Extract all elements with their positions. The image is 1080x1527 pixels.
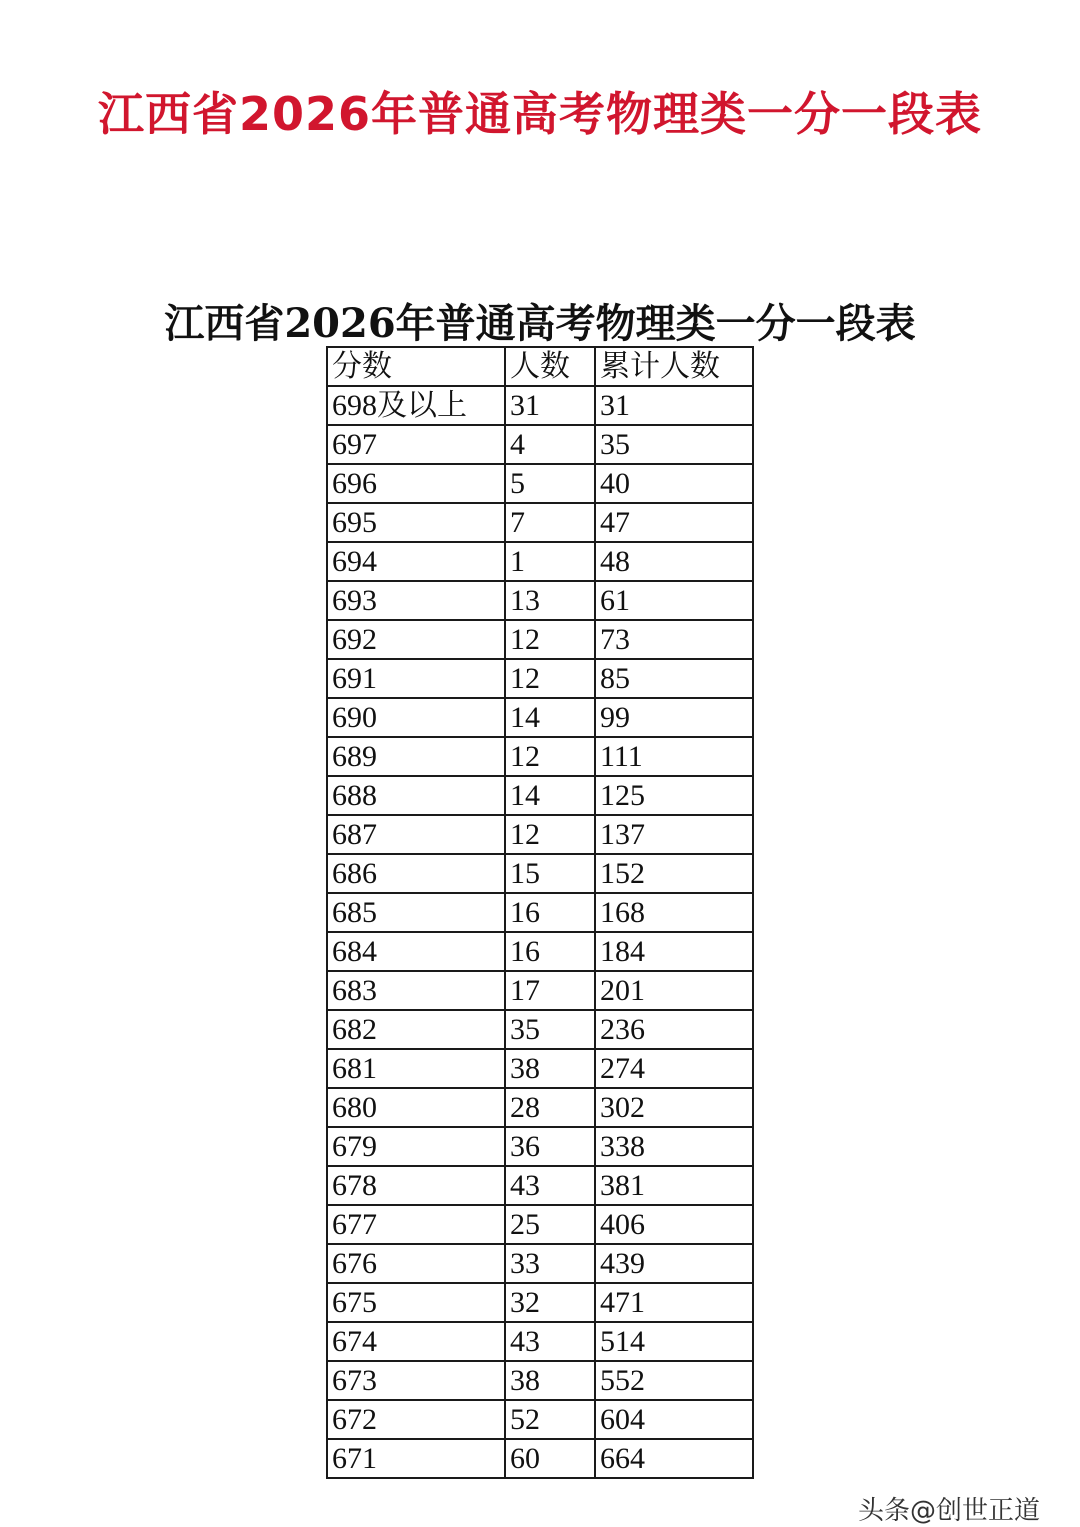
- table-row: [327, 581, 753, 620]
- table-row: [327, 464, 753, 503]
- table-row: [327, 932, 753, 971]
- cell-cumulative: 40: [595, 464, 753, 503]
- score-table-body: [327, 347, 753, 1478]
- cell-score: 674: [327, 1322, 505, 1361]
- cell-cumulative: 61: [595, 581, 753, 620]
- score-table: [326, 346, 754, 1479]
- cell-count: 32: [505, 1283, 595, 1322]
- cell-count: 16: [505, 893, 595, 932]
- cell-count: 43: [505, 1322, 595, 1361]
- table-row: [327, 659, 753, 698]
- cell-score: 672: [327, 1400, 505, 1439]
- cell-score: 680: [327, 1088, 505, 1127]
- cell-cumulative: 514: [595, 1322, 753, 1361]
- cell-score: 685: [327, 893, 505, 932]
- cell-score: 690: [327, 698, 505, 737]
- cell-cumulative: 73: [595, 620, 753, 659]
- cell-count: 5: [505, 464, 595, 503]
- cell-score: 691: [327, 659, 505, 698]
- cell-score: 671: [327, 1439, 505, 1478]
- table-row: [327, 1205, 753, 1244]
- cell-score: 693: [327, 581, 505, 620]
- table-row: [327, 503, 753, 542]
- cell-count: 60: [505, 1439, 595, 1478]
- cell-cumulative: 439: [595, 1244, 753, 1283]
- cell-cumulative: 99: [595, 698, 753, 737]
- column-header-count: 人数: [505, 347, 595, 386]
- table-row: [327, 425, 753, 464]
- cell-cumulative: 111: [595, 737, 753, 776]
- cell-score: 696: [327, 464, 505, 503]
- cell-count: 52: [505, 1400, 595, 1439]
- cell-score: 684: [327, 932, 505, 971]
- cell-score: 683: [327, 971, 505, 1010]
- table-row: [327, 1244, 753, 1283]
- table-row: [327, 620, 753, 659]
- watermark: 头条@创世正道: [858, 1496, 1041, 1526]
- table-row: [327, 386, 753, 425]
- table-row: [327, 893, 753, 932]
- cell-cumulative: 125: [595, 776, 753, 815]
- cell-score: 676: [327, 1244, 505, 1283]
- table-row: [327, 1166, 753, 1205]
- cell-count: 33: [505, 1244, 595, 1283]
- cell-score: 687: [327, 815, 505, 854]
- cell-count: 28: [505, 1088, 595, 1127]
- score-table-wrapper: [326, 346, 754, 1479]
- cell-count: 12: [505, 737, 595, 776]
- table-row: [327, 854, 753, 893]
- table-row: [327, 1361, 753, 1400]
- cell-cumulative: 168: [595, 893, 753, 932]
- cell-cumulative: 381: [595, 1166, 753, 1205]
- cell-cumulative: 274: [595, 1049, 753, 1088]
- cell-cumulative: 471: [595, 1283, 753, 1322]
- cell-count: 15: [505, 854, 595, 893]
- cell-score: 695: [327, 503, 505, 542]
- cell-score: 682: [327, 1010, 505, 1049]
- cell-cumulative: 201: [595, 971, 753, 1010]
- table-row: [327, 1127, 753, 1166]
- cell-cumulative: 152: [595, 854, 753, 893]
- table-row: [327, 815, 753, 854]
- cell-cumulative: 236: [595, 1010, 753, 1049]
- table-row: [327, 1322, 753, 1361]
- cell-score: 694: [327, 542, 505, 581]
- cell-cumulative: 604: [595, 1400, 753, 1439]
- cell-score: 698及以上: [327, 386, 505, 425]
- cell-score: 686: [327, 854, 505, 893]
- table-row: [327, 1400, 753, 1439]
- document-title: 江西省2026年普通高考物理类一分一段表: [164, 300, 916, 347]
- column-header-score: 分数: [327, 347, 505, 386]
- cell-cumulative: 184: [595, 932, 753, 971]
- cell-cumulative: 664: [595, 1439, 753, 1478]
- table-row: [327, 1439, 753, 1478]
- cell-count: 38: [505, 1049, 595, 1088]
- table-row: [327, 1010, 753, 1049]
- cell-count: 14: [505, 776, 595, 815]
- cell-count: 12: [505, 659, 595, 698]
- cell-score: 679: [327, 1127, 505, 1166]
- cell-score: 678: [327, 1166, 505, 1205]
- table-row: [327, 737, 753, 776]
- table-row: [327, 971, 753, 1010]
- cell-score: 677: [327, 1205, 505, 1244]
- table-header-row: [327, 347, 753, 386]
- cell-cumulative: 35: [595, 425, 753, 464]
- cell-count: 25: [505, 1205, 595, 1244]
- cell-cumulative: 552: [595, 1361, 753, 1400]
- table-row: [327, 698, 753, 737]
- table-row: [327, 776, 753, 815]
- cell-cumulative: 406: [595, 1205, 753, 1244]
- cell-count: 7: [505, 503, 595, 542]
- headline: 江西省2026年普通高考物理类一分一段表: [97, 87, 983, 141]
- cell-count: 12: [505, 815, 595, 854]
- cell-count: 17: [505, 971, 595, 1010]
- cell-count: 13: [505, 581, 595, 620]
- cell-count: 36: [505, 1127, 595, 1166]
- cell-score: 689: [327, 737, 505, 776]
- cell-cumulative: 48: [595, 542, 753, 581]
- cell-count: 1: [505, 542, 595, 581]
- table-row: [327, 1283, 753, 1322]
- cell-cumulative: 85: [595, 659, 753, 698]
- cell-count: 35: [505, 1010, 595, 1049]
- table-row: [327, 542, 753, 581]
- cell-cumulative: 338: [595, 1127, 753, 1166]
- cell-cumulative: 31: [595, 386, 753, 425]
- cell-score: 692: [327, 620, 505, 659]
- cell-cumulative: 47: [595, 503, 753, 542]
- cell-count: 43: [505, 1166, 595, 1205]
- cell-score: 681: [327, 1049, 505, 1088]
- cell-cumulative: 302: [595, 1088, 753, 1127]
- cell-count: 31: [505, 386, 595, 425]
- cell-score: 673: [327, 1361, 505, 1400]
- cell-count: 12: [505, 620, 595, 659]
- table-row: [327, 1088, 753, 1127]
- table-row: [327, 1049, 753, 1088]
- cell-score: 675: [327, 1283, 505, 1322]
- cell-count: 16: [505, 932, 595, 971]
- cell-count: 4: [505, 425, 595, 464]
- cell-count: 14: [505, 698, 595, 737]
- cell-count: 38: [505, 1361, 595, 1400]
- cell-score: 688: [327, 776, 505, 815]
- cell-cumulative: 137: [595, 815, 753, 854]
- cell-score: 697: [327, 425, 505, 464]
- column-header-cumulative: 累计人数: [595, 347, 753, 386]
